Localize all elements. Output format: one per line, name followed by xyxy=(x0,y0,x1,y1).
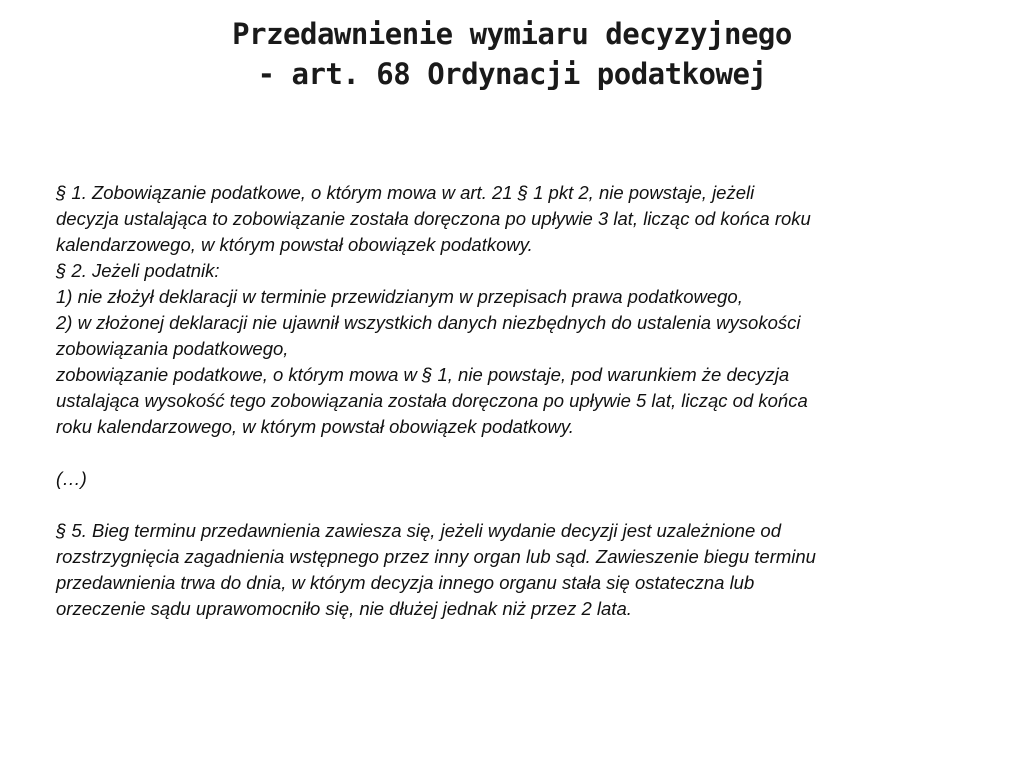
text-line: 1) nie złożył deklaracji w terminie przewidzianym w przepisach prawa podatkowego, xyxy=(56,286,743,307)
text-line: § 5. Bieg terminu przedawnienia zawiesza się, jeżeli wydanie decyzji jest uzależnione od xyxy=(56,520,781,541)
text-line: 2) w złożonej deklaracji nie ujawnił wszystkich danych niezbędnych do ustalenia wysokości xyxy=(56,312,801,333)
text-line: ustalająca wysokość tego zobowiązania została doręczona po upływie 5 lat, licząc od końca xyxy=(56,390,808,411)
paragraph-1 xyxy=(56,180,986,258)
blank-line xyxy=(56,440,986,466)
text-line: roku kalendarzowego, w którym powstał obowiązek podatkowy. xyxy=(56,416,574,437)
text-line: przedawnienia trwa do dnia, w którym decyzja innego organu stała się ostateczna lub xyxy=(56,572,755,593)
ellipsis: (…) xyxy=(56,468,87,489)
text-line: kalendarzowego, w którym powstał obowiązek podatkowy. xyxy=(56,234,533,255)
text-line: decyzja ustalająca to zobowiązanie została doręczona po upływie 3 lat, licząc od końca roku xyxy=(56,208,811,229)
text-line: orzeczenie sądu uprawomocniło się, nie dłużej jednak niż przez 2 lata. xyxy=(56,598,632,619)
slide-title-line-2: - art. 68 Ordynacji podatkowej xyxy=(257,57,767,91)
text-line: zobowiązania podatkowego, xyxy=(56,338,289,359)
text-line: § 2. Jeżeli podatnik: xyxy=(56,260,220,281)
paragraph-3 xyxy=(56,518,986,622)
slide-title xyxy=(0,14,1024,94)
slide-body xyxy=(56,180,986,622)
paragraph-2 xyxy=(56,258,986,440)
text-line: § 1. Zobowiązanie podatkowe, o którym mowa w art. 21 § 1 pkt 2, nie powstaje, jeżeli xyxy=(56,182,755,203)
blank-line xyxy=(56,492,986,518)
text-line: rozstrzygnięcia zagadnienia wstępnego przez inny organ lub sąd. Zawieszenie biegu terminu xyxy=(56,546,816,567)
text-line: zobowiązanie podatkowe, o którym mowa w § 1, nie powstaje, pod warunkiem że decyzja xyxy=(56,364,790,385)
slide-title-line-1: Przedawnienie wymiaru decyzyjnego xyxy=(232,17,792,51)
